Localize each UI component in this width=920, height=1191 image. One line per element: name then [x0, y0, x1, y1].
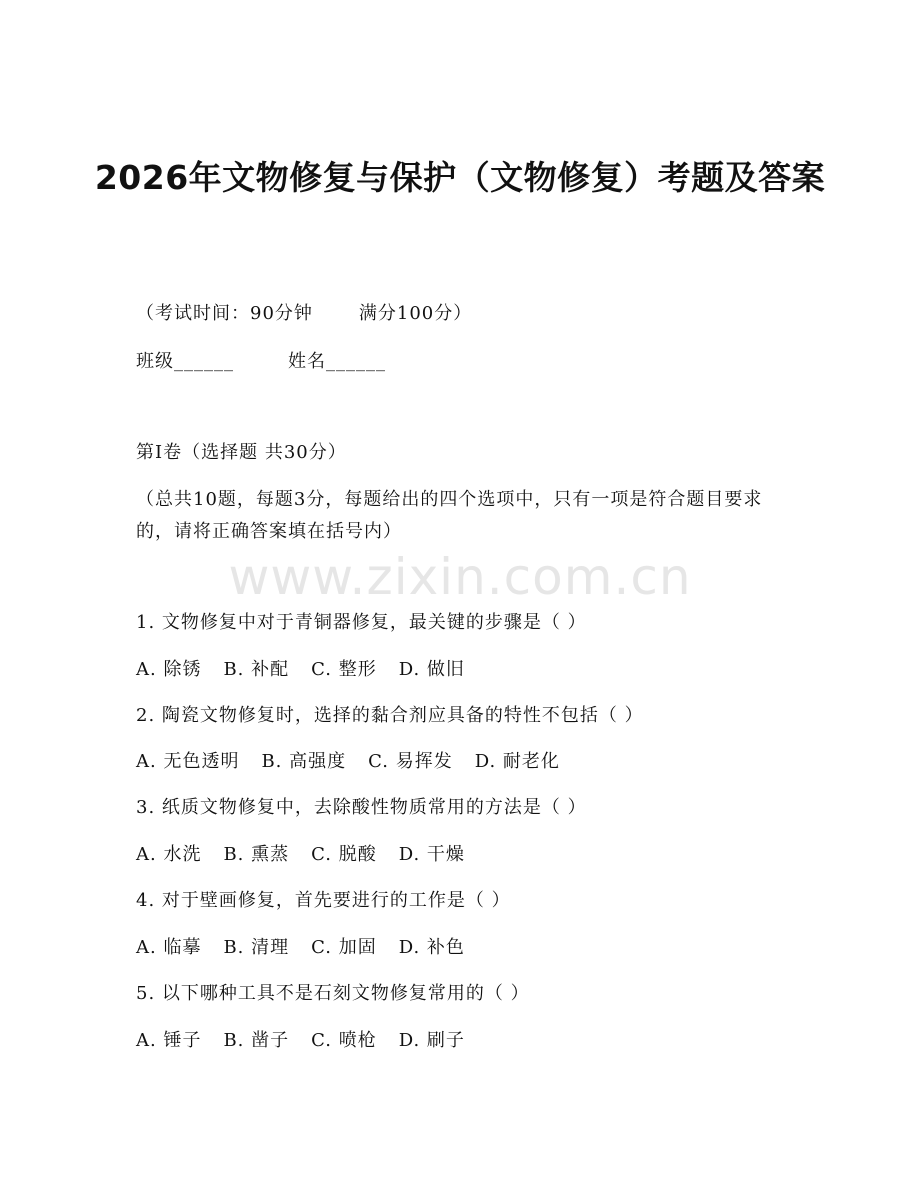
question-stem: 2. 陶瓷文物修复时，选择的黏合剂应具备的特性不包括（ ） [136, 705, 644, 726]
option-b: B. 高强度 [261, 751, 347, 772]
question-stem: 1. 文物修复中对于青铜器修复，最关键的步骤是（ ） [136, 612, 587, 633]
option-c: C. 脱酸 [311, 844, 377, 865]
option-b: B. 补配 [223, 659, 290, 680]
question-options [136, 936, 487, 960]
option-a: A. 临摹 [136, 937, 202, 958]
watermark: www.zixin.com.cn [228, 548, 692, 606]
option-d: D. 干燥 [398, 844, 465, 865]
section-instruction: （总共10题，每题3分，每题给出的四个选项中，只有一项是符合题目要求的，请将正确答案填在括号内） [136, 489, 763, 542]
option-d: D. 做旧 [398, 659, 465, 680]
option-d: D. 耐老化 [474, 751, 560, 772]
option-b: B. 熏蒸 [223, 844, 290, 865]
option-b: B. 凿子 [223, 1030, 290, 1051]
document-title: 2026年文物修复与保护（文物修复）考题及答案 [94, 158, 826, 197]
option-d: D. 补色 [398, 937, 465, 958]
question-options [136, 1029, 487, 1053]
exam-info [136, 302, 472, 326]
option-a: A. 水洗 [136, 844, 202, 865]
class-field-label: 班级______ [136, 351, 234, 372]
option-b: B. 清理 [223, 937, 290, 958]
option-c: C. 加固 [311, 937, 377, 958]
question-options [136, 750, 582, 774]
option-c: C. 喷枪 [311, 1030, 377, 1051]
option-c: C. 整形 [311, 659, 377, 680]
section-heading: 第I卷（选择题 共30分） [136, 442, 347, 463]
exam-time: （考试时间：90分钟 [136, 303, 313, 324]
option-a: A. 无色透明 [136, 751, 240, 772]
option-c: C. 易挥发 [368, 751, 453, 772]
question-stem: 4. 对于壁画修复，首先要进行的工作是（ ） [136, 890, 511, 911]
question-stem: 5. 以下哪种工具不是石刻文物修复常用的（ ） [136, 983, 530, 1004]
option-a: A. 锤子 [136, 1030, 202, 1051]
student-info [136, 350, 386, 374]
option-d: D. 刷子 [398, 1030, 465, 1051]
name-field-label: 姓名______ [288, 351, 386, 372]
question-stem: 3. 纸质文物修复中，去除酸性物质常用的方法是（ ） [136, 797, 587, 818]
option-a: A. 除锈 [136, 659, 202, 680]
question-options [136, 843, 487, 867]
exam-full-score: 满分100分） [358, 303, 473, 324]
question-options [136, 658, 487, 682]
